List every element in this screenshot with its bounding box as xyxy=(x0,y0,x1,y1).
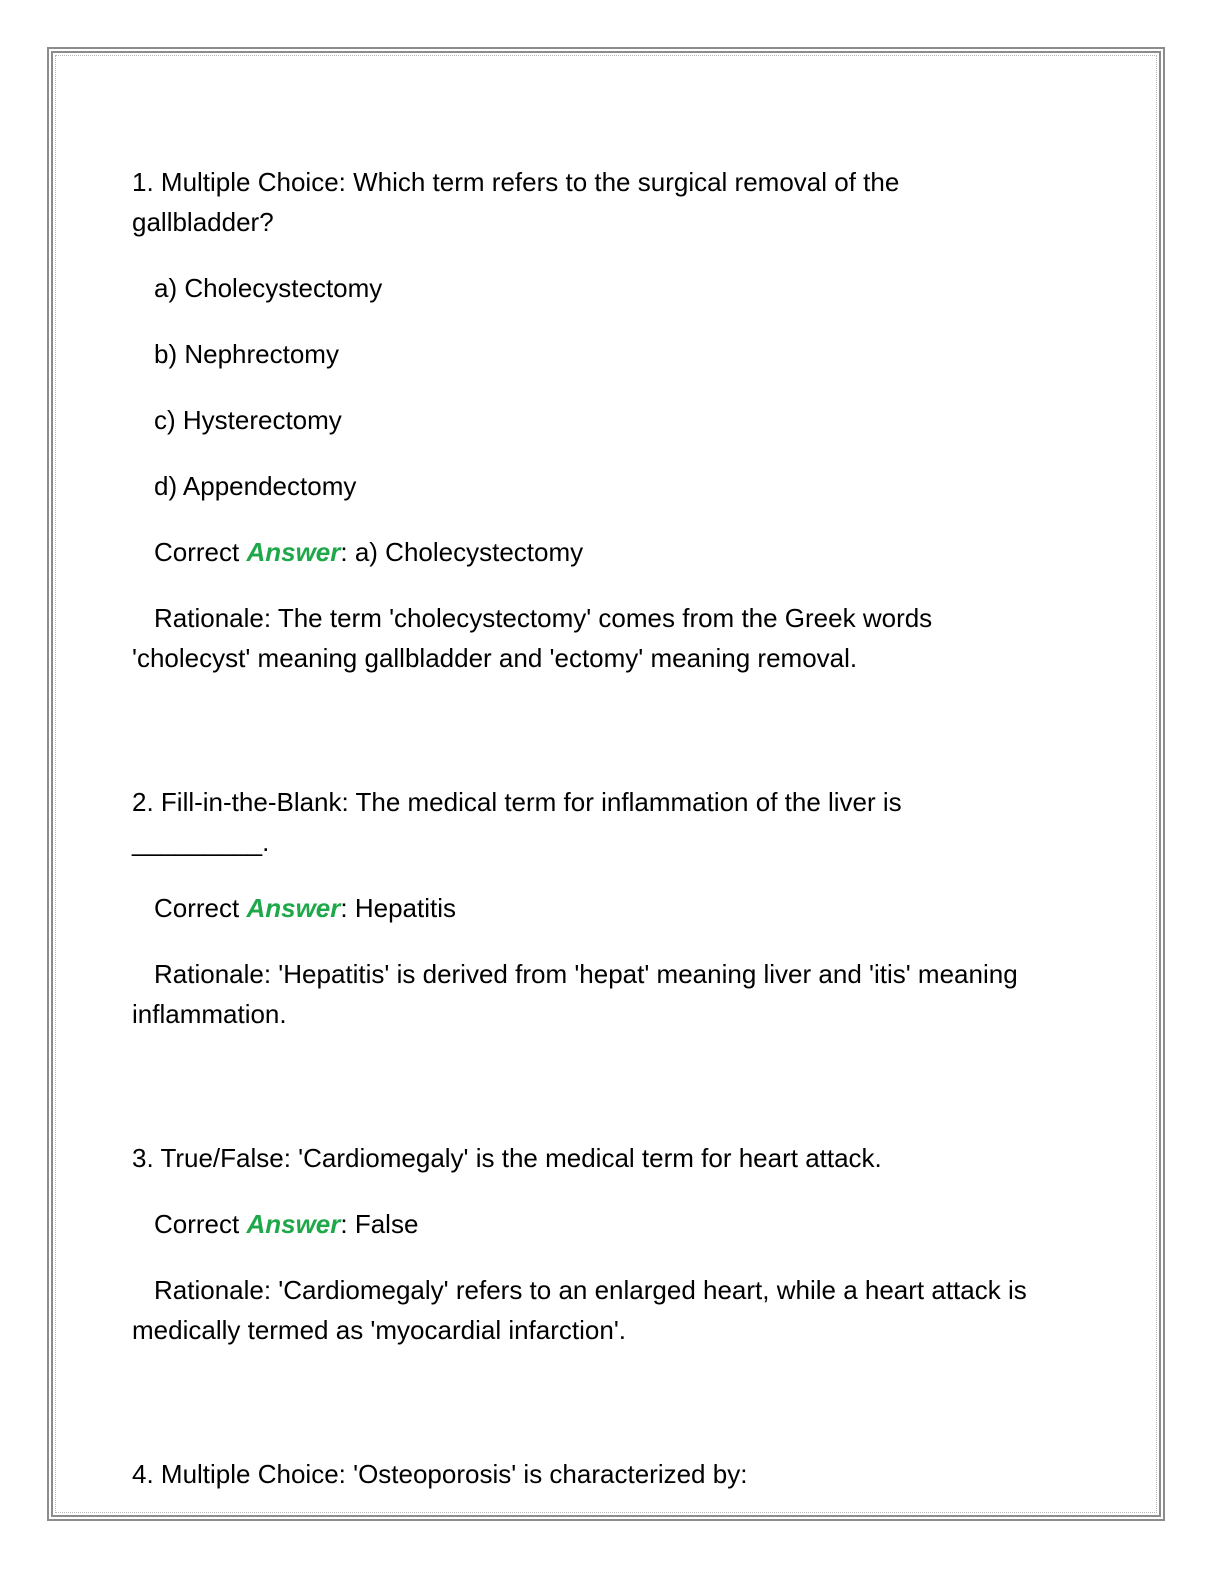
option-b: b) Nephrectomy xyxy=(154,339,339,369)
question-prompt: 1. Multiple Choice: Which term refers to the surgical removal of the gallbladder? xyxy=(132,167,900,237)
answer-value: : Hepatitis xyxy=(340,893,456,923)
question-prompt: 3. True/False: 'Cardiomegaly' is the medical term for heart attack. xyxy=(132,1143,882,1173)
rationale: Rationale: 'Cardiomegaly' refers to an enlarged heart, while a heart attack is medically termed as 'myocardial infarction'. xyxy=(132,1275,1027,1345)
correct-answer xyxy=(132,532,1042,572)
question-3 xyxy=(132,1138,1042,1350)
question-4 xyxy=(132,1454,1042,1494)
question-prompt: 4. Multiple Choice: 'Osteoporosis' is characterized by: xyxy=(132,1459,748,1489)
answer-word: Answer xyxy=(246,537,341,567)
question-2 xyxy=(132,782,1042,1034)
correct-answer xyxy=(132,888,1042,928)
answer-prefix: Correct xyxy=(154,537,247,567)
rationale: Rationale: The term 'cholecystectomy' comes from the Greek words 'cholecyst' meaning gallbladder and 'ectomy' meaning removal. xyxy=(132,603,933,673)
rationale: Rationale: 'Hepatitis' is derived from 'hepat' meaning liver and 'itis' meaning inflammation. xyxy=(132,959,1018,1029)
answer-value: : False xyxy=(340,1209,419,1239)
option-d: d) Appendectomy xyxy=(154,471,357,501)
answer-prefix: Correct xyxy=(154,893,247,923)
correct-answer xyxy=(132,1204,1042,1244)
option-c: c) Hysterectomy xyxy=(154,405,342,435)
answer-word: Answer xyxy=(246,893,341,923)
question-prompt: 2. Fill-in-the-Blank: The medical term for inflammation of the liver is _________. xyxy=(132,787,902,857)
question-1 xyxy=(132,162,1042,678)
option-a: a) Cholecystectomy xyxy=(154,273,383,303)
answer-word: Answer xyxy=(246,1209,341,1239)
answer-value: : a) Cholecystectomy xyxy=(340,537,584,567)
quiz-content xyxy=(132,162,1042,1494)
answer-prefix: Correct xyxy=(154,1209,247,1239)
